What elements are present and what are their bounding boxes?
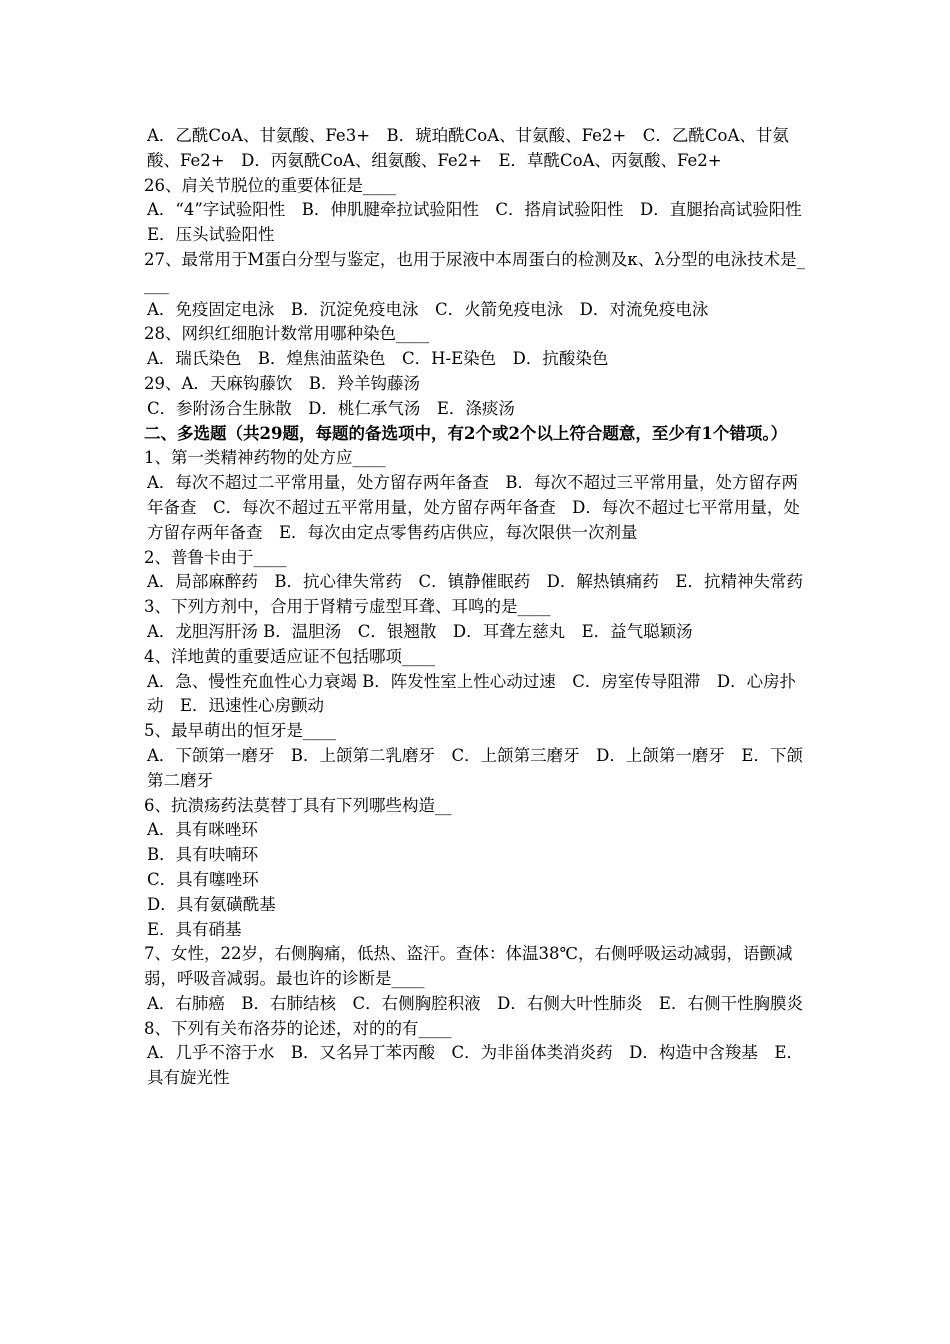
answer-options: A．每次不超过二平常用量，处方留存两年备查 B．每次不超过三平常用量，处方留存两年备查 C．每次不超过五平常用量，处方留存两年备查 D．每次不超过七平常用量，处方留存两年备查 E．每次由定点零售药店供应，每次限供一次剂量	[147, 473, 800, 542]
question-text: 5、最早萌出的恒牙是____	[144, 721, 336, 741]
answer-options: C．具有噻唑环	[147, 869, 259, 889]
answer-options: A．急、慢性充血性心力衰竭 B．阵发性室上性心动过速 C．房室传导阻滞 D．心房扑动 E．迅速性心房颤动	[147, 671, 797, 716]
question-text: 1、第一类精神药物的处方应____	[144, 448, 386, 468]
question-text: 2、普鲁卡由于____	[144, 547, 287, 567]
answer-options: B．具有呋喃环	[147, 845, 259, 865]
question-text: 26、肩关节脱位的重要体征是____	[144, 175, 396, 195]
answer-options: A．下颌第一磨牙 B．上颌第二乳磨牙 C．上颌第三磨牙 D．上颌第一磨牙 E．下颌第二磨牙	[147, 745, 803, 790]
document-page	[144, 124, 819, 1091]
question-text: 28、网织红细胞计数常用哪种染色____	[144, 324, 429, 344]
answer-options: A．具有咪唑环	[147, 820, 258, 840]
answer-options: E．具有硝基	[147, 919, 242, 939]
answer-options: A．右肺癌 B．右肺结核 C．右侧胸腔积液 D．右侧大叶性肺炎 E．右侧干性胸膜炎	[147, 993, 803, 1013]
question-text: 8、下列有关布洛芬的论述，对的的有____	[144, 1018, 452, 1038]
question-text: 7、女性，22岁，右侧胸痛，低热、盗汗。查体：体温38℃，右侧呼吸运动减弱，语颤减弱，呼吸音减弱。最也许的诊断是____	[144, 944, 793, 989]
question-text: 6、抗溃疡药法莫替丁具有下列哪些构造__	[144, 795, 452, 815]
answer-options: A．“4”字试验阳性 B．伸肌腱牵拉试验阳性 C．搭肩试验阳性 D．直腿抬高试验阳性 E．压头试验阳性	[147, 200, 819, 245]
question-text: 29、A．天麻钩藤饮 B．羚羊钩藤汤	[144, 373, 421, 393]
answer-options: A．瑞氏染色 B．煌焦油蓝染色 C．H-E染色 D．抗酸染色	[147, 349, 609, 369]
question-text: 27、最常用于M蛋白分型与鉴定，也用于尿液中本周蛋白的检测及κ、λ分型的电泳技术是____	[144, 249, 805, 294]
answer-options: D．具有氨磺酰基	[147, 894, 276, 914]
question-text: 3、下列方剂中，合用于肾精亏虚型耳聋、耳鸣的是____	[144, 597, 551, 617]
answer-options: A．局部麻醉药 B．抗心律失常药 C．镇静催眠药 D．解热镇痛药 E．抗精神失常药	[147, 572, 803, 592]
answer-options: A．乙酰CoA、甘氨酸、Fe3+ B．琥珀酰CoA、甘氨酸、Fe2+ C．乙酰CoA、甘氨酸、Fe2+ D．丙氨酰CoA、组氨酸、Fe2+ E．草酰CoA、丙氨酸、Fe2+	[147, 126, 789, 170]
section-heading: 二、多选题（共29题，每题的备选项中，有2个或2个以上符合题意，至少有1个错项。）	[144, 423, 788, 443]
answer-options: A．龙胆泻肝汤 B．温胆汤 C．银翘散 D．耳聋左慈丸 E．益气聪颖汤	[147, 621, 693, 641]
answer-options: C．参附汤合生脉散 D．桃仁承气汤 E．涤痰汤	[147, 398, 515, 418]
answer-options: A．几乎不溶于水 B．又名异丁苯丙酸 C．为非甾体类消炎药 D．构造中含羧基 E．具有旋光性	[147, 1043, 803, 1088]
question-text: 4、洋地黄的重要适应证不包括哪项____	[144, 646, 435, 666]
answer-options: A．免疫固定电泳 B．沉淀免疫电泳 C．火箭免疫电泳 D．对流免疫电泳	[147, 299, 709, 319]
